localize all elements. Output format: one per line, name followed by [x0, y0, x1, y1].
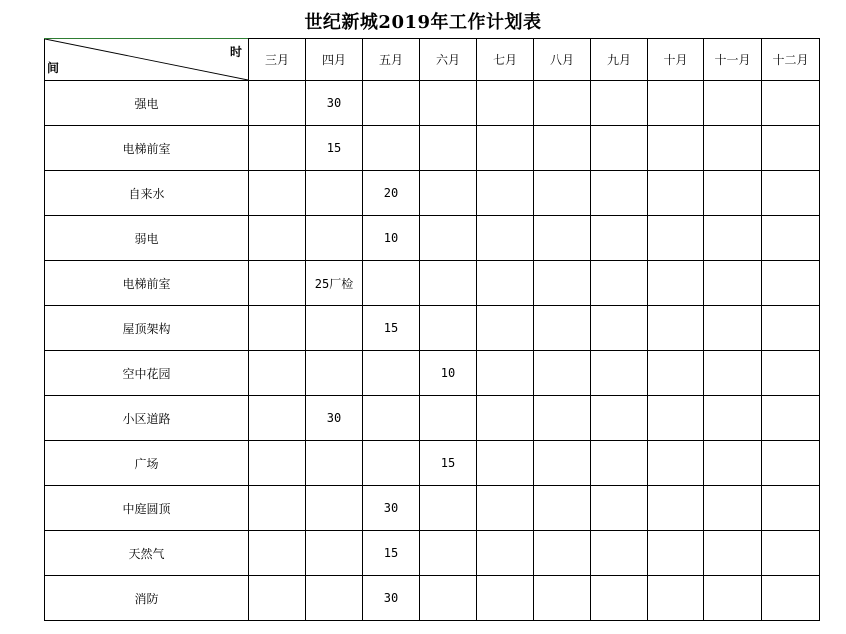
table-cell: [363, 396, 420, 441]
table-cell: [648, 171, 704, 216]
row-label-cell: 屋顶架构: [45, 306, 249, 351]
table-cell: [762, 306, 820, 351]
table-cell: [477, 81, 534, 126]
row-label-cell: 天然气: [45, 531, 249, 576]
month-header-cell: 六月: [420, 39, 477, 81]
table-cell: 15: [363, 306, 420, 351]
table-cell: [363, 81, 420, 126]
table-cell: [306, 531, 363, 576]
row-label-cell: 电梯前室: [45, 261, 249, 306]
table-cell: [591, 441, 648, 486]
table-cell: [249, 531, 306, 576]
table-cell: [591, 306, 648, 351]
row-label-cell: 自来水: [45, 171, 249, 216]
corner-header-cell: [45, 39, 249, 81]
table-row: [45, 261, 820, 306]
table-cell: [477, 576, 534, 621]
row-label-cell: 强电: [45, 81, 249, 126]
table-cell: [648, 486, 704, 531]
table-cell: [591, 216, 648, 261]
table-cell: [704, 261, 762, 306]
table-cell: [704, 81, 762, 126]
corner-label-item: 间: [47, 61, 60, 75]
table-cell: [704, 531, 762, 576]
table-cell: [704, 396, 762, 441]
table-cell: [306, 486, 363, 531]
table-cell: [420, 486, 477, 531]
table-cell: [363, 126, 420, 171]
table-cell: [762, 171, 820, 216]
table-cell: [306, 306, 363, 351]
table-cell: [477, 126, 534, 171]
table-cell: [591, 396, 648, 441]
table-row: [45, 171, 820, 216]
table-cell: [648, 396, 704, 441]
table-cell: 30: [306, 396, 363, 441]
table-cell: [704, 306, 762, 351]
table-cell: [477, 216, 534, 261]
table-cell: 10: [420, 351, 477, 396]
table-cell: [591, 576, 648, 621]
table-cell: [534, 126, 591, 171]
table-row: [45, 531, 820, 576]
table-cell: [648, 306, 704, 351]
table-row: [45, 441, 820, 486]
table-cell: 15: [420, 441, 477, 486]
row-label-cell: 消防: [45, 576, 249, 621]
table-cell: 30: [306, 81, 363, 126]
table-cell: [249, 486, 306, 531]
table-row: [45, 306, 820, 351]
table-cell: [420, 171, 477, 216]
table-cell: [363, 351, 420, 396]
row-label-cell: 广场: [45, 441, 249, 486]
row-label-cell: 弱电: [45, 216, 249, 261]
table-cell: [306, 576, 363, 621]
table-cell: [420, 261, 477, 306]
table-cell: [591, 81, 648, 126]
table-cell: [534, 81, 591, 126]
table-cell: [534, 261, 591, 306]
table-cell: [762, 126, 820, 171]
table-cell: 15: [306, 126, 363, 171]
month-header-cell: 九月: [591, 39, 648, 81]
page-title: 世纪新城2019年工作计划表: [304, 12, 542, 33]
table-cell: [648, 441, 704, 486]
row-label-cell: 空中花园: [45, 351, 249, 396]
table-cell: [249, 396, 306, 441]
row-label-cell: 小区道路: [45, 396, 249, 441]
month-header-cell: 四月: [306, 39, 363, 81]
table-row: [45, 216, 820, 261]
table-cell: [762, 486, 820, 531]
table-cell: [762, 261, 820, 306]
table-cell: [534, 531, 591, 576]
table-cell: [534, 306, 591, 351]
table-cell: 30: [363, 576, 420, 621]
table-cell: 20: [363, 171, 420, 216]
table-cell: [591, 486, 648, 531]
table-cell: [762, 216, 820, 261]
table-cell: [249, 441, 306, 486]
table-cell: [477, 531, 534, 576]
table-cell: [306, 441, 363, 486]
diagonal-line: [45, 39, 248, 80]
row-label-cell: 电梯前室: [45, 126, 249, 171]
table-cell: [306, 351, 363, 396]
table-cell: [420, 306, 477, 351]
table-cell: [762, 351, 820, 396]
table-cell: [591, 261, 648, 306]
table-cell: [704, 126, 762, 171]
table-cell: [648, 576, 704, 621]
table-cell: [363, 441, 420, 486]
table-cell: [420, 576, 477, 621]
table-cell: [704, 576, 762, 621]
table-cell: [249, 216, 306, 261]
table-cell: [249, 261, 306, 306]
table-cell: [249, 351, 306, 396]
table-cell: [648, 261, 704, 306]
table-cell: [534, 216, 591, 261]
table-cell: [249, 306, 306, 351]
table-row: [45, 351, 820, 396]
table-cell: [648, 531, 704, 576]
table-cell: [477, 351, 534, 396]
table-cell: [704, 441, 762, 486]
table-cell: [306, 171, 363, 216]
table-cell: [363, 261, 420, 306]
corner-label-time: 时: [229, 45, 242, 59]
table-cell: [762, 81, 820, 126]
table-cell: [420, 396, 477, 441]
table-cell: [648, 216, 704, 261]
table-cell: [591, 351, 648, 396]
month-header-cell: 八月: [534, 39, 591, 81]
table-cell: [534, 396, 591, 441]
table-cell: [534, 171, 591, 216]
table-cell: [306, 216, 363, 261]
table-cell: [477, 261, 534, 306]
table-cell: [762, 441, 820, 486]
table-cell: [762, 396, 820, 441]
table-cell: 25厂检: [306, 261, 363, 306]
table-cell: 15: [363, 531, 420, 576]
table-cell: [704, 486, 762, 531]
table-cell: [249, 576, 306, 621]
table-cell: [591, 171, 648, 216]
table-cell: [762, 531, 820, 576]
month-header-cell: 三月: [249, 39, 306, 81]
table-cell: [249, 81, 306, 126]
table-cell: [534, 441, 591, 486]
table-cell: [591, 531, 648, 576]
table-cell: [477, 486, 534, 531]
table-cell: [477, 306, 534, 351]
row-label-cell: 中庭圆顶: [45, 486, 249, 531]
month-header-cell: 五月: [363, 39, 420, 81]
month-header-cell: 十二月: [762, 39, 820, 81]
table-cell: [477, 396, 534, 441]
header-row: [45, 39, 820, 81]
month-header-cell: 七月: [477, 39, 534, 81]
table-cell: 10: [363, 216, 420, 261]
month-header-cell: 十月: [648, 39, 704, 81]
table-cell: [420, 126, 477, 171]
plan-table: [44, 38, 820, 621]
table-row: [45, 81, 820, 126]
table-cell: [477, 171, 534, 216]
table-cell: [249, 171, 306, 216]
table-cell: [534, 486, 591, 531]
table-cell: [704, 351, 762, 396]
table-cell: [534, 576, 591, 621]
table-cell: [591, 126, 648, 171]
table-row: [45, 126, 820, 171]
table-cell: [420, 81, 477, 126]
table-row: [45, 396, 820, 441]
table-cell: [420, 531, 477, 576]
table-cell: [477, 441, 534, 486]
table-cell: [704, 171, 762, 216]
table-cell: [420, 216, 477, 261]
table-cell: [249, 126, 306, 171]
table-cell: [534, 351, 591, 396]
table-cell: [648, 81, 704, 126]
table-row: [45, 576, 820, 621]
table-row: [45, 486, 820, 531]
month-header-cell: 十一月: [704, 39, 762, 81]
table-cell: 30: [363, 486, 420, 531]
table-cell: [648, 351, 704, 396]
table-cell: [704, 216, 762, 261]
table-cell: [648, 126, 704, 171]
table-cell: [762, 576, 820, 621]
